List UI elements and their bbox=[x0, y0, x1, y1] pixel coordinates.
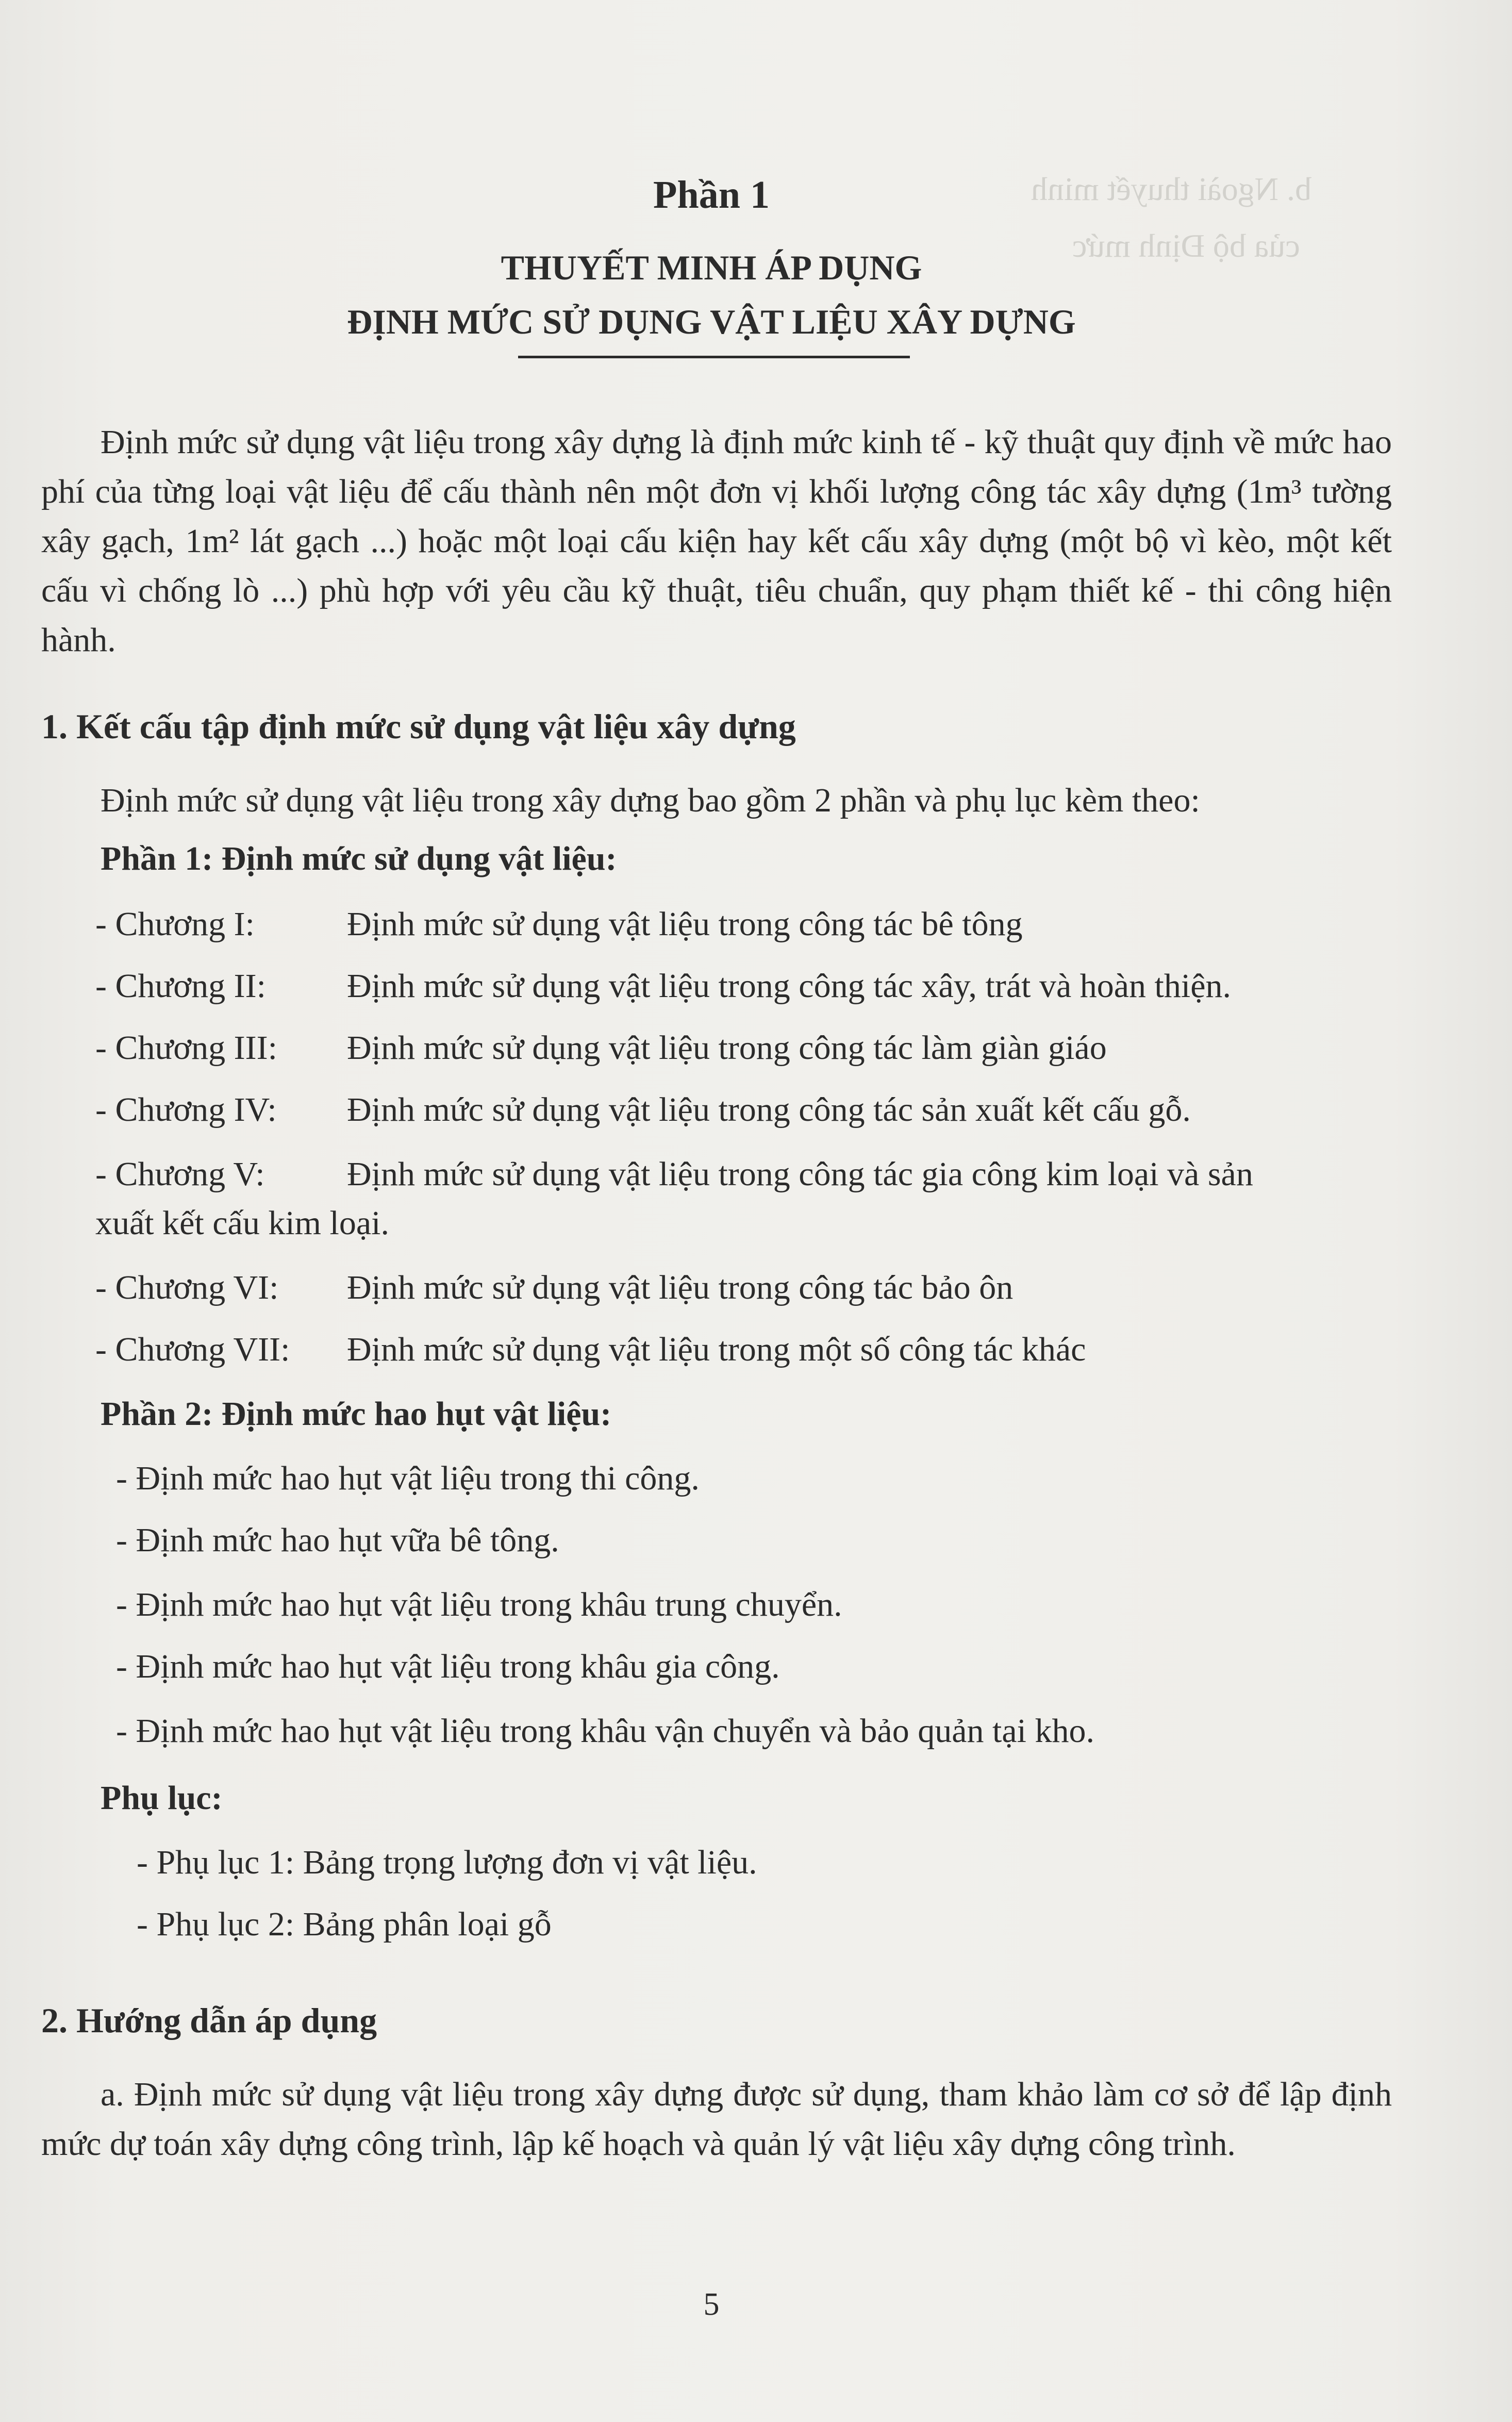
appendix-subtitle: Phụ lục: bbox=[101, 1779, 223, 1817]
part-title: Phần 1 bbox=[653, 173, 770, 217]
chapter-3 bbox=[95, 1028, 1107, 1068]
chapter-text: Định mức sử dụng vật liệu trong công tác sản xuất kết cấu gỗ. bbox=[347, 1091, 1191, 1129]
loss-item-2: - Định mức hao hụt vữa bê tông. bbox=[116, 1521, 559, 1559]
loss-item-1: - Định mức hao hụt vật liệu trong thi công. bbox=[116, 1459, 700, 1497]
document-title-line-2: ĐỊNH MỨC SỬ DỤNG VẬT LIỆU XÂY DỰNG bbox=[347, 302, 1076, 341]
chapter-5 bbox=[95, 1155, 1253, 1194]
chapter-label: - Chương VI: bbox=[95, 1269, 279, 1306]
chapter-label: - Chương II: bbox=[95, 967, 266, 1005]
chapter-1 bbox=[95, 905, 1023, 944]
document-title-line-1: THUYẾT MINH ÁP DỤNG bbox=[501, 248, 922, 287]
chapter-label: - Chương I: bbox=[95, 905, 255, 943]
chapter-4 bbox=[95, 1090, 1191, 1130]
chapter-label: - Chương VII: bbox=[95, 1331, 290, 1368]
title-underline bbox=[518, 356, 910, 358]
chapter-label: - Chương V: bbox=[95, 1155, 265, 1193]
loss-item-3: - Định mức hao hụt vật liệu trong khâu trung chuyển. bbox=[116, 1586, 842, 1623]
section-1-lead: Định mức sử dụng vật liệu trong xây dựng bao gồm 2 phần và phụ lục kèm theo: bbox=[101, 782, 1200, 819]
chapter-label: - Chương III: bbox=[95, 1029, 277, 1067]
section-2-paragraph-a: a. Định mức sử dụng vật liệu trong xây dựng được sử dụng, tham khảo làm cơ sở để lập định mức dự toán xây dựng công trình, lập kế hoạch và quản lý vật liệu xây dựng công trình. bbox=[41, 2076, 1392, 2163]
loss-item-4: - Định mức hao hụt vật liệu trong khâu gia công. bbox=[116, 1648, 780, 1685]
appendix-item-2: - Phụ lục 2: Bảng phân loại gỗ bbox=[137, 1905, 552, 1943]
chapter-7 bbox=[95, 1330, 1086, 1369]
page-number: 5 bbox=[703, 2287, 720, 2322]
section-1-heading: 1. Kết cấu tập định mức sử dụng vật liệu xây dựng bbox=[41, 707, 796, 746]
bleed-through-decoration: của bộ Định mức bbox=[1072, 227, 1300, 264]
bleed-through-decoration: b. Ngoài thuyết minh bbox=[1031, 171, 1311, 207]
chapter-text: Định mức sử dụng vật liệu trong công tác bê tông bbox=[347, 905, 1023, 943]
intro-paragraph: Định mức sử dụng vật liệu trong xây dựng là định mức kinh tế - kỹ thuật quy định về mức hao phí của từng loại vật liệu để cấu thành nên một đơn vị khối lượng công tác xây dựng (1m³ tường xây gạch, 1m² lát gạch ...) hoặc một loại cấu kiện hay kết cấu xây dựng (một bộ vì kèo, một kết cấu vì chống lò ...) phù hợp với yêu cầu kỹ thuật, tiêu chuẩn, quy phạm thiết kế - thi công hiện hành. bbox=[41, 423, 1392, 659]
loss-item-5: - Định mức hao hụt vật liệu trong khâu vận chuyển và bảo quản tại kho. bbox=[116, 1712, 1094, 1750]
chapter-text: Định mức sử dụng vật liệu trong công tác bảo ôn bbox=[347, 1269, 1013, 1306]
chapter-text: Định mức sử dụng vật liệu trong công tác làm giàn giáo bbox=[347, 1029, 1107, 1067]
chapter-text: Định mức sử dụng vật liệu trong công tác xây, trát và hoàn thiện. bbox=[347, 967, 1232, 1005]
chapter-2 bbox=[95, 967, 1231, 1006]
section-2-heading: 2. Hướng dẫn áp dụng bbox=[41, 2001, 377, 2040]
chapter-text: Định mức sử dụng vật liệu trong công tác gia công kim loại và sản bbox=[347, 1155, 1253, 1193]
chapter-6 bbox=[95, 1268, 1013, 1307]
part-2-subtitle: Phần 2: Định mức hao hụt vật liệu: bbox=[101, 1395, 612, 1433]
chapter-5-continuation: xuất kết cấu kim loại. bbox=[95, 1204, 389, 1242]
appendix-item-1: - Phụ lục 1: Bảng trọng lượng đơn vị vật liệu. bbox=[137, 1844, 757, 1881]
chapter-text: Định mức sử dụng vật liệu trong một số công tác khác bbox=[347, 1331, 1086, 1368]
chapter-label: - Chương IV: bbox=[95, 1091, 277, 1129]
part-1-subtitle: Phần 1: Định mức sử dụng vật liệu: bbox=[101, 840, 617, 877]
